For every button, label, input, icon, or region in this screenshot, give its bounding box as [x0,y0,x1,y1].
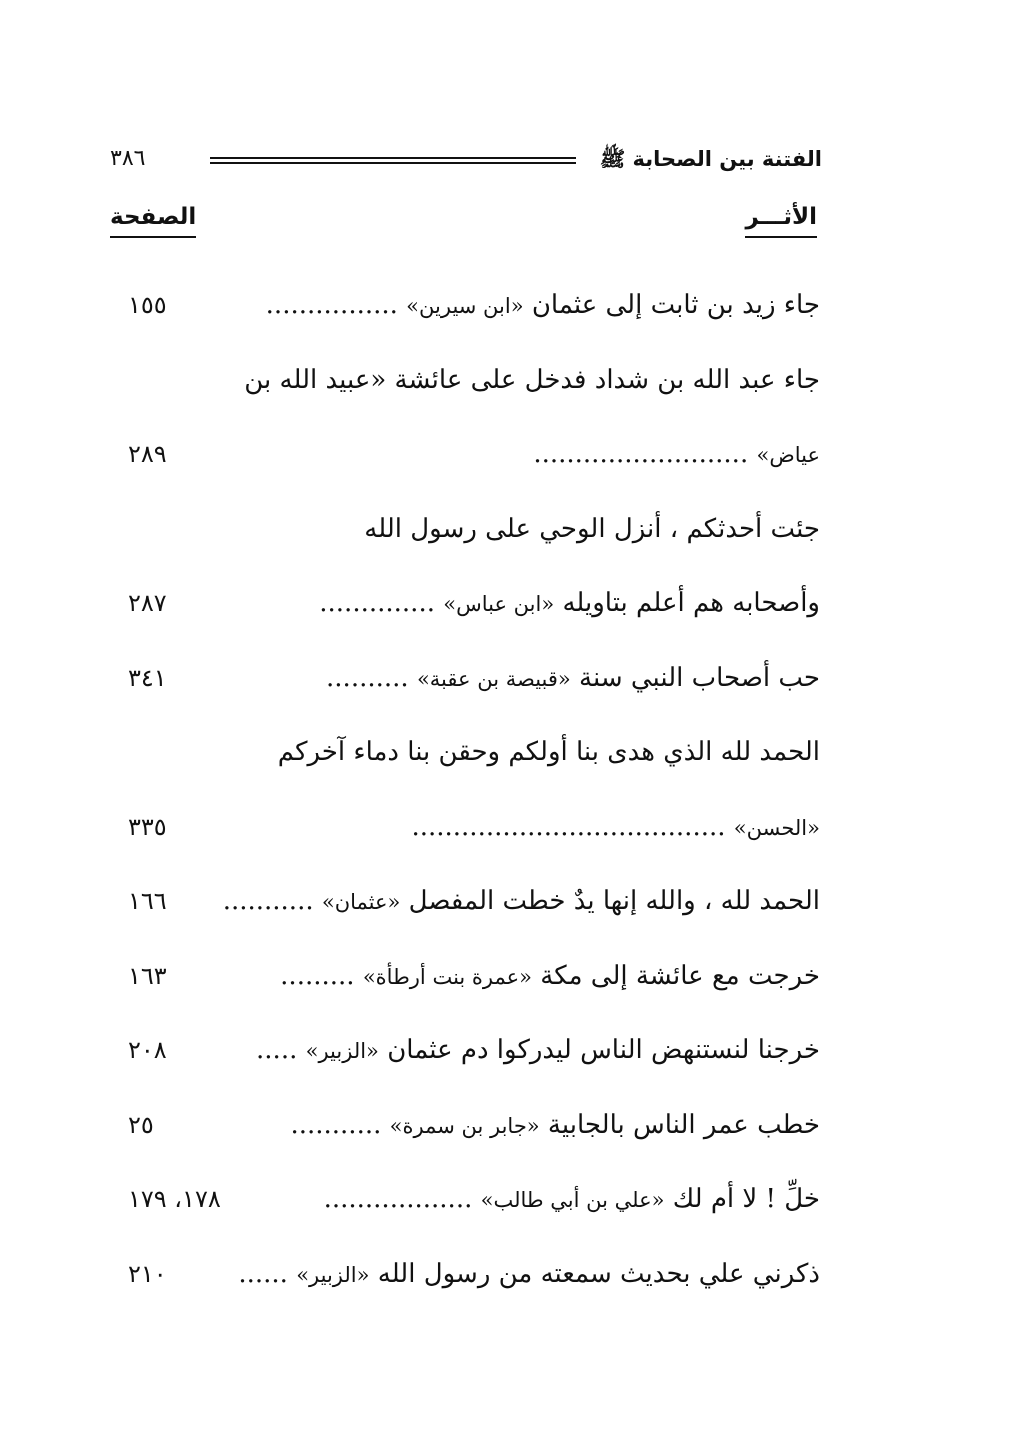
athar-text-wrap [223,864,820,940]
athar-source: «ابن سيرين» [406,294,524,318]
athar-text: خلِّ ! لا أم لك [672,1184,820,1214]
athar-text: خرجت مع عائشة إلى مكة [540,960,820,991]
athar-text: الحمد لله الذي هدى بنا أولكم وحقن بنا دماء آخركم [277,737,820,767]
index-line [128,1013,820,1088]
index-line [128,939,820,1014]
athar-page-ref: ١٦٦ [128,887,167,915]
athar-text-wrap [319,566,820,642]
athar-source: «عمرة بنت أرطأة» [362,964,533,989]
column-heading-page: الصفحة [110,200,196,238]
athar-page-ref: ٢٨٩ [128,440,167,468]
athar-text: جئت أحدثكم ، أنزل الوحي على رسول الله [364,513,820,544]
dot-leader: ........... [222,886,314,916]
athar-page-ref: ٢٨٧ [128,589,167,617]
athar-text-wrap [364,492,820,568]
dot-leader: ...... [238,1258,288,1289]
index-line [128,343,820,418]
athar-source: «علي بن أبي طالب» [480,1188,665,1212]
athar-page-ref: ١٥٥ [128,291,167,319]
athar-page-ref: ١٧٨، ١٧٩ [128,1185,221,1213]
athar-text-wrap [256,1013,820,1089]
athar-page-ref: ٣٣٥ [128,812,167,841]
dot-leader: ........... [290,1109,382,1140]
index-line [128,1162,820,1237]
athar-source: «الزبير» [305,1039,379,1063]
dot-leader: ..... [256,1035,298,1065]
index-line [128,790,820,865]
index-line [128,1237,820,1312]
dot-leader: ......... [280,960,355,991]
dot-leader: .............. [319,588,435,618]
athar-source: «جابر بن سمرة» [389,1113,540,1138]
dot-leader: ................ [265,290,398,320]
dot-leader: ...................................... [411,811,726,842]
header-double-rule [210,157,576,159]
dot-leader: .......................... [533,439,749,469]
athar-source: «الحسن» [733,815,820,840]
book-title: الفتنة بين الصحابة ﷺ [599,147,822,171]
athar-text-wrap [411,790,820,866]
index-line [128,864,820,939]
athar-text: ذكرني علي بحديث سمعته من رسول الله [377,1258,820,1289]
athar-source: «عثمان» [321,890,401,914]
page-number: ٣٨٦ [110,146,146,171]
athar-source: «الزبير» [296,1262,370,1287]
athar-text: جاء زيد بن ثابت إلى عثمان [531,290,820,320]
athar-page-ref: ٢١٠ [128,1259,167,1288]
athar-text-wrap [244,343,820,419]
athar-text-wrap [266,268,820,344]
running-header [110,146,822,174]
index-line [128,417,820,492]
athar-text: خطب عمر الناس بالجابية [547,1109,820,1140]
athar-text-wrap [238,1237,820,1313]
athar-text-wrap [324,1162,820,1238]
index-line [128,1088,820,1163]
athar-text: جاء عبد الله بن شداد فدخل على عائشة «عبيد الله بن [244,364,820,395]
athar-page-ref: ١٦٣ [128,961,167,990]
athar-index-list [128,268,820,1311]
dot-leader: .......... [326,662,409,693]
index-line [128,492,820,567]
athar-text: الحمد لله ، والله إنها يدٌ خطت المفصل [408,886,820,916]
athar-text-wrap [278,715,820,791]
athar-text-wrap [533,417,820,493]
athar-text-wrap [290,1088,820,1164]
athar-page-ref: ٢٥ [128,1110,154,1139]
athar-text-wrap [280,939,820,1015]
index-line [128,715,820,790]
athar-text: خرجنا لنستنهض الناس ليدركوا دم عثمان [387,1035,820,1065]
dot-leader: .................. [323,1184,473,1214]
athar-page-ref: ٣٤١ [128,663,167,692]
athar-text: حب أصحاب النبي سنة [579,662,820,693]
athar-text-wrap [326,641,820,717]
athar-page-ref: ٢٠٨ [128,1036,167,1064]
index-line [128,566,820,641]
index-line [128,641,820,716]
athar-source: «قبيصة بن عقبة» [416,666,571,691]
athar-source: «ابن عباس» [443,592,555,616]
column-heading-athar: الأثـــر [745,200,817,238]
index-line [128,268,820,343]
athar-source: عياض» [756,443,820,467]
athar-text: وأصحابه هم أعلم بتاويله [562,588,820,618]
